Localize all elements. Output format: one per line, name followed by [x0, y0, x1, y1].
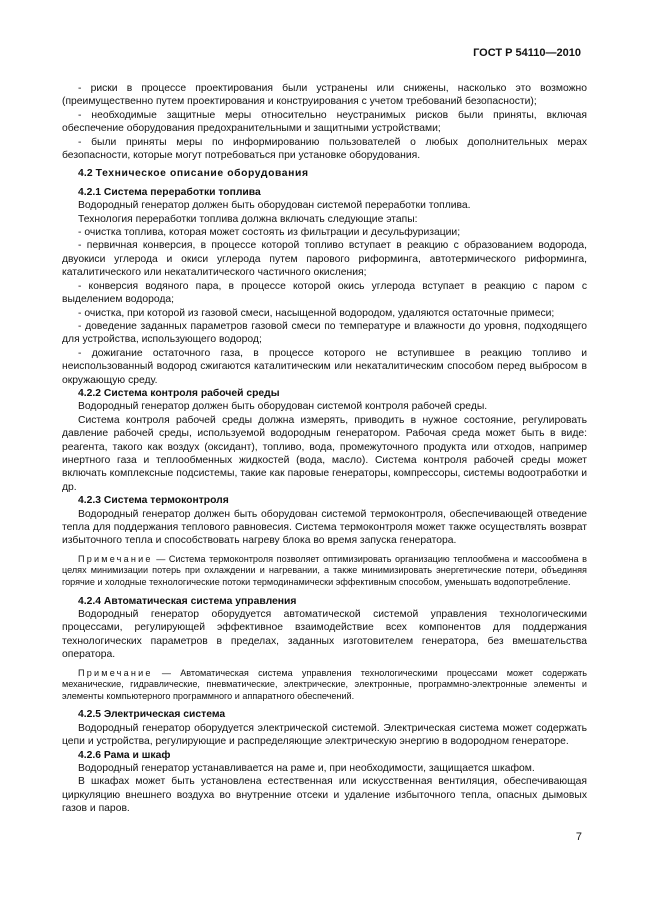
- intro-paragraph: - необходимые защитные меры относительно неустранимых рисков были приняты, включая обеспечение оборудования предохранительными и защитными устройствами;: [62, 109, 587, 135]
- list-item: - конверсия водяного пара, в процессе которой окись углерода вступает в реакцию с паром с выделением водорода;: [62, 280, 587, 306]
- subsection-heading-4-2-2: 4.2.2 Система контроля рабочей среды: [78, 387, 280, 399]
- page-number: 7: [575, 831, 582, 843]
- paragraph: Водородный генератор должен быть оборудован системой термоконтроля, обеспечивающей отведение тепла для поддержания теплового равновесия. Система термоконтроля может также осуществлять возврат избыточного тепла и способствовать нагреву блока во время запуска генератора.: [62, 508, 587, 547]
- standard-header: ГОСТ Р 54110—2010: [473, 47, 581, 59]
- paragraph: Водородный генератор оборудуется электрической системой. Электрическая система может содержать цепи и устройства, регулирующие и распределяющие электрическую энергию в водородном генераторе.: [62, 722, 587, 748]
- subsection-heading-4-2-1: 4.2.1 Система переработки топлива: [78, 186, 261, 198]
- section-number: 4.2: [78, 168, 93, 180]
- note-label: Примечание: [78, 553, 153, 564]
- note-4-2-4: Примечание — Автоматическая система управления технологическими процессами может содержать механические, гидравлические, пневматические, электрические, электронные, программно-электронные элементы и элементы компьютерного программного и аппаратного обеспечений.: [62, 667, 587, 701]
- list-item: - дожигание остаточного газа, в процессе которого не вступившее в реакцию топливо и неиспользованный водород сжигаются каталитическим или некаталитическим способом перед выбросом в окружающую среду.: [62, 347, 587, 386]
- note-text: Автоматическая система управления технологическими процессами может содержать механические, гидравлические, пневматические, электрические, электронные, программно-электронные элементы и элементы компьютерного программного и аппаратного обеспечений.: [62, 667, 587, 701]
- list-item: - очистка топлива, которая может состоять из фильтрации и десульфуризации;: [78, 227, 461, 239]
- paragraph: Водородный генератор должен быть оборудован системой переработки топлива.: [78, 200, 471, 212]
- subsection-heading-4-2-4: 4.2.4 Автоматическая система управления: [78, 595, 297, 607]
- subsection-heading-4-2-5: 4.2.5 Электрическая система: [78, 709, 226, 721]
- note-text: Система термоконтроля позволяет оптимизировать организацию теплообмена и массообмена в целях минимизации потерь при охлаждении и нагревании, а также минимизировать энергетические потери, объединяя горячие и холодные технологические потоки термодинамически эффективным способом, уменьшать водопотребление.: [62, 553, 587, 587]
- subsection-heading-4-2-3: 4.2.3 Система термоконтроля: [78, 495, 229, 507]
- paragraph: Система контроля рабочей среды должна измерять, приводить в нужное состояние, регулировать давление рабочей среды, используемой водородным генератором. Рабочая среда может быть в виде: реагента, такого как воздух (оксидант), топливо, вода, промежуточного продукта или отходов, например инертного газа и теплообменных жидкостей (вода, масло). Система контроля рабочей среды может включать комплексные подсистемы, такие как паровые генераторы, компрессоры, системы водоотработки и др.: [62, 414, 587, 493]
- note-4-2-3: Примечание — Система термоконтроля позволяет оптимизировать организацию теплообмена и массообмена в целях минимизации потерь при охлаждении и нагревании, а также минимизировать энергетические потери, объединяя горячие и холодные технологические потоки термодинамически эффективным способом, уменьшать водопотребление.: [62, 553, 587, 587]
- paragraph: Водородный генератор должен быть оборудован системой контроля рабочей среды.: [78, 401, 488, 413]
- list-item: - очистка, при которой из газовой смеси, насыщенной водородом, удаляются остаточные примеси;: [78, 307, 555, 319]
- intro-paragraph: - были приняты меры по информированию пользователей о любых дополнительных мерах безопасности, которые могут потребоваться при установке оборудования.: [62, 136, 587, 162]
- section-heading-4-2: [62, 167, 587, 180]
- note-label: Примечание: [78, 667, 153, 678]
- paragraph: В шкафах может быть установлена естественная или искусственная вентиляция, обеспечивающая циркуляцию внешнего воздуха во внутренние отсеки и удаление избыточного тепла, опасных дымовых газов и паров.: [62, 776, 587, 815]
- section-title: Техническое описание оборудования: [95, 168, 309, 180]
- intro-paragraph: - риски в процессе проектирования были устранены или снижены, насколько это возможно (преимущественно путем проектирования и конструирования с учетом требований безопасности);: [62, 83, 587, 108]
- document-body: [62, 82, 587, 816]
- subsection-heading-4-2-6: 4.2.6 Рама и шкаф: [78, 749, 171, 761]
- paragraph: Технология переработки топлива должна включать следующие этапы:: [78, 213, 418, 225]
- list-item: - доведение заданных параметров газовой смеси по температуре и влажности до уровня, подходящего для устройства, использующего водород;: [62, 320, 587, 346]
- list-item: - первичная конверсия, в процессе которой топливо вступает в реакцию с образованием водорода, двуокиси углерода и окиси углерода путем парового риформинга, автотермического риформинга, каталитического или некаталитического частичного окисления;: [62, 240, 587, 279]
- paragraph: Водородный генератор устанавливается на раме и, при необходимости, защищается шкафом.: [78, 763, 535, 775]
- paragraph: Водородный генератор оборудуется автоматической системой управления технологическими процессами, регулирующей эффективное взаимодействие всех компонентов для поддержания технологических параметров в пределах, заданных изготовителем генератора, без вмешательства оператора.: [62, 609, 587, 661]
